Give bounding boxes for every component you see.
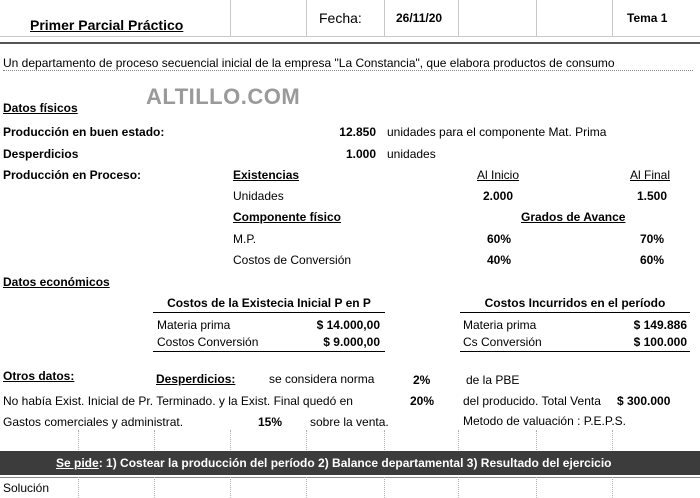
incurridos-cc-label: Cs Conversión <box>463 335 542 349</box>
page-title: Primer Parcial Práctico <box>30 17 184 33</box>
desperdicios-desc: unidades <box>387 147 436 161</box>
grid-line <box>612 430 613 450</box>
se-pide-text: : 1) Costear la producción del período 2) Balance departamental 3) Resultado del ejercicio <box>98 456 612 470</box>
grid-line <box>612 477 613 498</box>
grid-line <box>78 430 79 450</box>
incurridos-table-rule <box>460 312 690 313</box>
grid-line <box>384 430 385 450</box>
grid-line <box>230 430 231 450</box>
total-venta-value: $ 300.000 <box>617 394 671 408</box>
datos-fisicos-heading: Datos físicos <box>3 101 78 115</box>
de-la-pbe-text: de la PBE <box>466 373 520 387</box>
se-considera-text: se considera norma <box>269 372 375 386</box>
grid-line <box>230 477 231 498</box>
grid-line <box>536 477 537 498</box>
grid-line <box>0 36 700 37</box>
watermark-logo: ALTILLO.COM <box>146 84 301 109</box>
al-final-heading: Al Final <box>630 168 671 182</box>
otros-datos-heading: Otros datos: <box>3 369 75 383</box>
solucion-label: Solución <box>3 481 50 495</box>
grid-line <box>78 477 79 498</box>
intro-cutoff-line <box>3 70 693 75</box>
pct-gastos: 15% <box>258 415 283 429</box>
grid-line <box>154 430 155 450</box>
existencias-heading: Existencias <box>233 168 300 182</box>
grid-line <box>536 430 537 450</box>
mp-inicio: 60% <box>487 232 512 246</box>
se-pide-line <box>56 456 612 470</box>
grid-line <box>306 477 307 498</box>
inicial-mp-value: $ 14.000,00 <box>316 318 380 332</box>
grid-line <box>154 477 155 498</box>
datos-economicos-heading: Datos económicos <box>3 275 110 289</box>
metodo-text: Metodo de valuación : P.E.P.S. <box>463 414 627 428</box>
inicial-cc-label: Costos Conversión <box>157 335 259 349</box>
mp-final: 70% <box>640 232 665 246</box>
header-separator <box>0 42 700 44</box>
grid-line <box>458 477 459 498</box>
inicial-table-rule <box>153 312 385 313</box>
pct-final: 20% <box>410 394 435 408</box>
desperdicios-label: Desperdicios <box>3 147 79 161</box>
cc-label: Costos de Conversión <box>233 253 352 267</box>
fecha-value: 26/11/20 <box>396 11 443 25</box>
grid-line <box>458 0 459 36</box>
grid-line <box>458 430 459 450</box>
gastos-text: Gastos comerciales y administrat. <box>3 415 184 429</box>
unidades-label: Unidades <box>233 189 284 203</box>
unidades-final: 1.500 <box>637 189 668 203</box>
grid-line <box>536 0 537 36</box>
buen-estado-desc: unidades para el componente Mat. Prima <box>387 125 607 139</box>
grid-line <box>384 477 385 498</box>
incurridos-mp-label: Materia prima <box>463 318 537 332</box>
cc-final: 60% <box>640 253 665 267</box>
inicial-table-bottom <box>153 351 385 352</box>
grid-line <box>612 0 613 36</box>
proceso-label: Producción en Proceso: <box>3 168 142 182</box>
inicial-mp-label: Materia prima <box>157 318 231 332</box>
unidades-inicio: 2.000 <box>483 189 514 203</box>
fecha-label: Fecha: <box>319 10 362 26</box>
otros-desperdicios-label: Desperdicios: <box>156 372 236 386</box>
se-pide-band <box>0 451 700 475</box>
grid-line <box>384 0 385 36</box>
buen-estado-value: 12.850 <box>339 125 376 139</box>
grados-heading: Grados de Avance <box>521 210 626 224</box>
inicial-table-title: Costos de la Existecia Inicial P en P <box>167 296 371 310</box>
al-inicio-heading: Al Inicio <box>477 168 520 182</box>
incurridos-cc-value: $ 100.000 <box>633 335 687 349</box>
se-pide-label: Se pide <box>56 456 99 470</box>
intro-text: Un departamento de proceso secuencial inicial de la empresa "La Constancia", que elabora productos de consumo <box>3 56 615 70</box>
componente-heading: Componente físico <box>233 210 342 224</box>
incurridos-mp-value: $ 149.886 <box>633 318 687 332</box>
incurridos-table-bottom <box>460 351 690 352</box>
tema-label: Tema 1 <box>627 11 668 25</box>
grid-line <box>306 0 307 36</box>
grid-line <box>306 430 307 450</box>
grid-line <box>230 0 231 36</box>
pct-desperdicio: 2% <box>413 373 431 387</box>
sobre-venta-text: sobre la venta. <box>310 415 389 429</box>
desperdicios-value: 1.000 <box>345 147 376 161</box>
cc-inicio: 40% <box>487 253 512 267</box>
inicial-cc-value: $ 9.000,00 <box>323 335 380 349</box>
buen-estado-label: Producción en buen estado: <box>3 125 165 139</box>
mp-label: M.P. <box>233 232 257 246</box>
grid-line <box>0 477 700 478</box>
incurridos-table-title: Costos Incurridos en el período <box>484 296 666 310</box>
no-habia-text: No había Exist. Inicial de Pr. Terminado. y la Exist. Final quedó en <box>3 394 353 408</box>
del-producido-text: del producido. Total Venta <box>463 394 601 408</box>
